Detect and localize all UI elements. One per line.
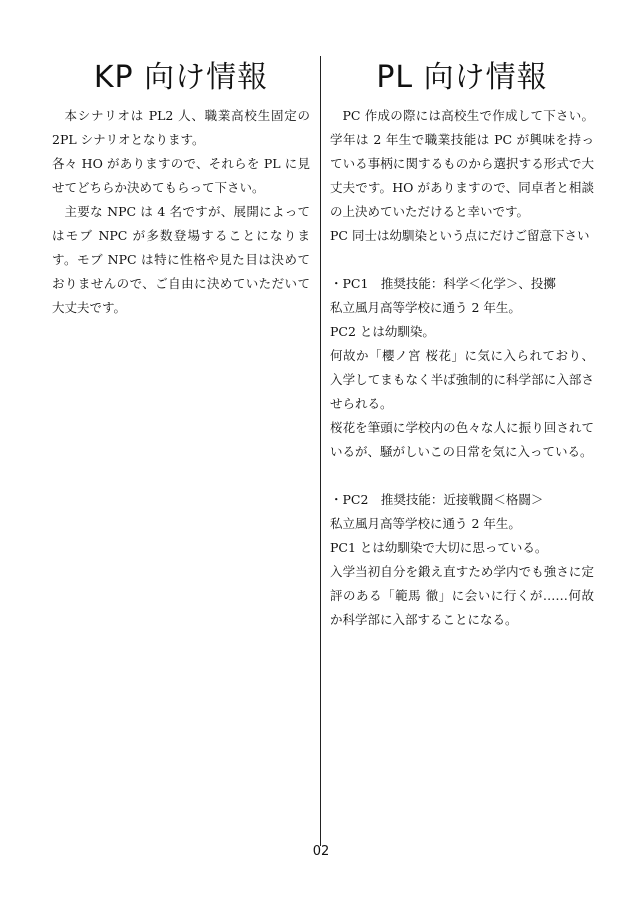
pc1-title: ・PC1 推奨技能：科学＜化学＞、投擲 [330,276,556,291]
pl-info-heading: PL 向け情報 [376,60,548,95]
pl-paragraph-intro: PC 作成の際には高校生で作成して下さい。学年は 2 年生で職業技能は PC が興味を持っている事柄に関するものから選択する形式で大丈夫です。HO がありますので、同卓者と相談の上決めていただけると幸いです。 [330,108,594,219]
section-gap [330,464,594,488]
pc1-line: 桜花を筆頭に学校内の色々な人に振り回されているが、騒がしいこの日常を気に入っている。 [330,420,594,459]
pc2-section [330,488,594,632]
pc1-line: 私立風月高等学校に通う 2 年生。 [330,300,521,315]
pc1-section [330,272,594,464]
column-divider [320,56,321,846]
kp-paragraph-scenario: 本シナリオは PL2 人、職業高校生固定の 2PL シナリオとなります。 [52,108,310,147]
kp-info-heading: KP 向け情報 [93,60,269,95]
pc2-line: 私立風月高等学校に通う 2 年生。 [330,516,521,531]
kp-paragraph-ho: 各々 HO がありますので、それらを PL に見せてどちらか決めてもらって下さい。 [52,156,310,195]
pl-info-column [330,58,594,632]
kp-paragraph-npc: 主要な NPC は 4 名ですが、展開によってはモブ NPC が多数登場することになります。モブ NPC は特に性格や見た目は決めておりませんので、ご自由に決めていただいて大丈夫です。 [52,204,310,315]
pc2-line: 入学当初自分を鍛え直すため学内でも強さに定評のある「範馬 徹」に会いに行くが……何故か科学部に入部することになる。 [330,564,594,627]
section-gap [330,248,594,272]
pc2-line: PC1 とは幼馴染で大切に思っている。 [330,540,548,555]
page-number: 02 [312,844,330,859]
kp-info-column [52,58,310,320]
kp-info-body [52,104,310,320]
pc2-title: ・PC2 推奨技能：近接戦闘＜格闘＞ [330,492,544,507]
pc1-line: PC2 とは幼馴染。 [330,324,435,339]
pc1-line: 何故か「櫻ノ宮 桜花」に気に入られており、入学してまもなく半ば強制的に科学部に入部させられる。 [330,348,594,411]
pl-info-body [330,104,594,632]
pl-paragraph-note: PC 同士は幼馴染という点にだけご留意下さい [330,228,590,243]
